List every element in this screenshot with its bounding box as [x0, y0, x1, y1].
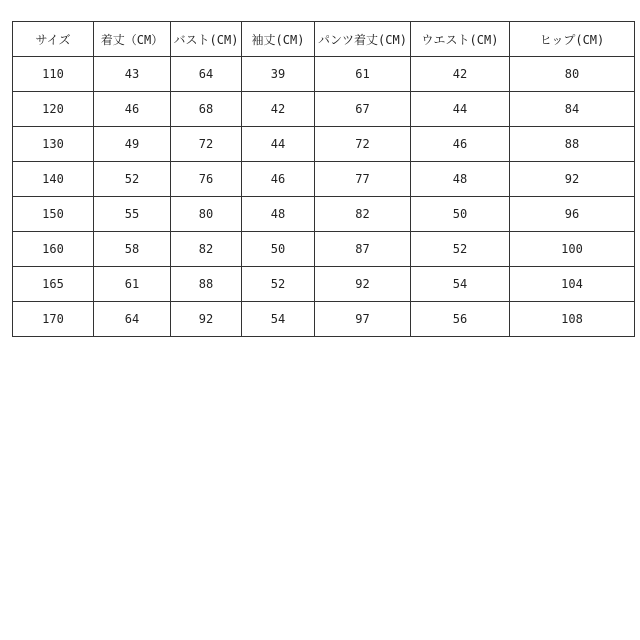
cell-pants-length: 92 [315, 267, 411, 302]
cell-waist: 56 [411, 302, 510, 337]
header-bust: バスト(CM) [171, 22, 242, 57]
cell-length: 61 [94, 267, 171, 302]
cell-bust: 82 [171, 232, 242, 267]
table-row [13, 92, 635, 127]
cell-pants-length: 67 [315, 92, 411, 127]
cell-sleeve: 50 [242, 232, 315, 267]
table-row [13, 267, 635, 302]
table-row [13, 57, 635, 92]
cell-hip: 100 [510, 232, 635, 267]
cell-size: 120 [13, 92, 94, 127]
cell-waist: 42 [411, 57, 510, 92]
cell-hip: 104 [510, 267, 635, 302]
cell-hip: 92 [510, 162, 635, 197]
cell-hip: 88 [510, 127, 635, 162]
cell-length: 49 [94, 127, 171, 162]
cell-bust: 64 [171, 57, 242, 92]
cell-bust: 92 [171, 302, 242, 337]
cell-length: 43 [94, 57, 171, 92]
cell-hip: 80 [510, 57, 635, 92]
header-sleeve: 袖丈(CM) [242, 22, 315, 57]
cell-sleeve: 44 [242, 127, 315, 162]
cell-bust: 76 [171, 162, 242, 197]
table-row [13, 232, 635, 267]
cell-bust: 68 [171, 92, 242, 127]
header-size: サイズ [13, 22, 94, 57]
cell-sleeve: 46 [242, 162, 315, 197]
header-pants-length: パンツ着丈(CM) [315, 22, 411, 57]
cell-size: 170 [13, 302, 94, 337]
table-row [13, 127, 635, 162]
cell-hip: 96 [510, 197, 635, 232]
cell-pants-length: 72 [315, 127, 411, 162]
cell-length: 64 [94, 302, 171, 337]
cell-length: 52 [94, 162, 171, 197]
cell-size: 150 [13, 197, 94, 232]
cell-waist: 46 [411, 127, 510, 162]
cell-pants-length: 61 [315, 57, 411, 92]
cell-size: 130 [13, 127, 94, 162]
header-row [13, 22, 635, 57]
cell-sleeve: 42 [242, 92, 315, 127]
cell-waist: 52 [411, 232, 510, 267]
header-waist: ウエスト(CM) [411, 22, 510, 57]
cell-pants-length: 77 [315, 162, 411, 197]
header-hip: ヒップ(CM) [510, 22, 635, 57]
cell-size: 165 [13, 267, 94, 302]
cell-size: 140 [13, 162, 94, 197]
cell-sleeve: 52 [242, 267, 315, 302]
cell-hip: 84 [510, 92, 635, 127]
table-row [13, 197, 635, 232]
cell-waist: 54 [411, 267, 510, 302]
cell-length: 55 [94, 197, 171, 232]
cell-pants-length: 87 [315, 232, 411, 267]
cell-bust: 80 [171, 197, 242, 232]
table-row [13, 162, 635, 197]
cell-length: 46 [94, 92, 171, 127]
cell-size: 110 [13, 57, 94, 92]
cell-bust: 72 [171, 127, 242, 162]
cell-waist: 48 [411, 162, 510, 197]
cell-length: 58 [94, 232, 171, 267]
size-chart-table [12, 21, 635, 337]
cell-bust: 88 [171, 267, 242, 302]
cell-sleeve: 48 [242, 197, 315, 232]
header-length: 着丈（CM） [94, 22, 171, 57]
cell-pants-length: 82 [315, 197, 411, 232]
cell-pants-length: 97 [315, 302, 411, 337]
cell-waist: 50 [411, 197, 510, 232]
cell-waist: 44 [411, 92, 510, 127]
cell-sleeve: 54 [242, 302, 315, 337]
table-row [13, 302, 635, 337]
cell-size: 160 [13, 232, 94, 267]
cell-hip: 108 [510, 302, 635, 337]
cell-sleeve: 39 [242, 57, 315, 92]
